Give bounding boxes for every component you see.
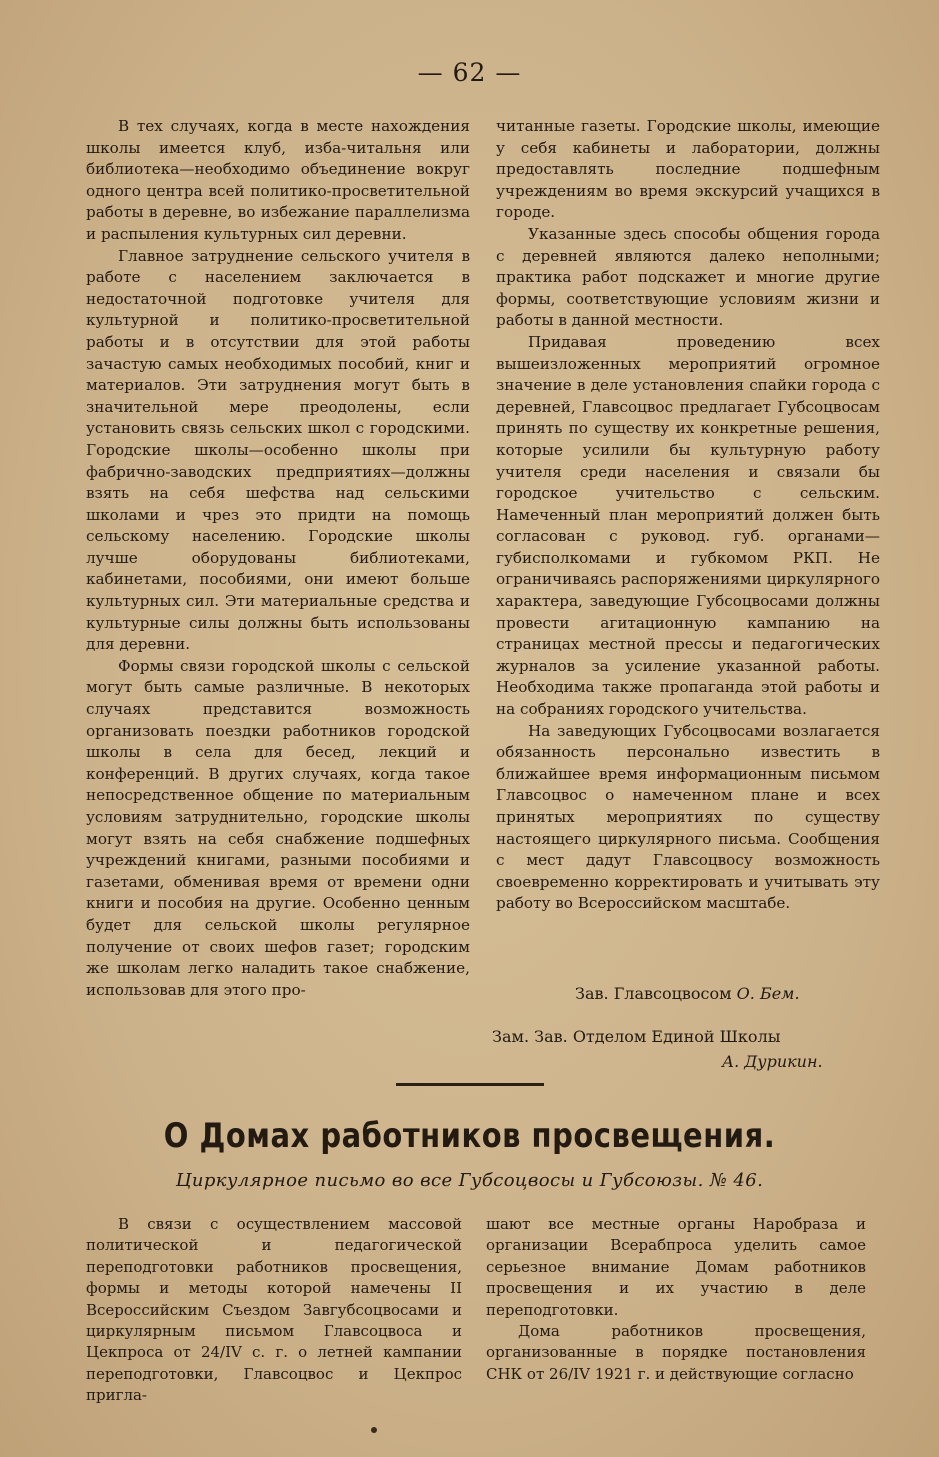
signature-1 [575, 983, 800, 1005]
column-4 [486, 1214, 866, 1385]
paragraph: В связи с осуществлением массовой политической и педагогической переподготовки работников просвещения, формы и методы которой намечены II Всероссийским Съездом Завгубсоцвосами и циркулярным письмом Главсоцвоса и Цекпроса от 24/IV с. г. о летней кампании переподготовки, Главсоцвос и Цекпрос пригла- [86, 1215, 462, 1405]
paragraph: Указанные здесь способы общения города с деревней являются далеко неполными; практика работ подскажет и многие другие формы, соответствующие условиям жизни и работы в данной местности. [496, 224, 880, 330]
ink-dot [371, 1427, 377, 1433]
paragraph: читанные газеты. Городские школы, имеющие у себя кабинеты и лаборатории, должны предоставлять последние подшефным учреждениям во время экскурсий учащихся в городе. [496, 117, 880, 222]
article-subheadline: Циркулярное письмо во все Губсоцвосы и Губсоюзы. № 46. [175, 1170, 764, 1191]
column-3 [86, 1214, 462, 1407]
paragraph: В тех случаях, когда в месте нахождения школы имеется клуб, изба-читальня или библиотека—необходимо объединение вокруг одного центра всей политико-просветительной работы в деревне, во избежание параллелизма и распыления культурных сил деревни. [86, 117, 470, 243]
paragraph: На заведующих Губсоцвосами возлагается обязанность персонально известить в ближайшее время информационным письмом Главсоцвос о намеченном плане и всех принятых мероприятиях по существу настоящего циркулярного письма. Сообщения с мест дадут Главсоцвосу возможность своевременно корректировать и учитывать эту работу во Всероссийском масштабе. [496, 721, 880, 913]
section-divider [396, 1083, 544, 1086]
signature-1-title: Зав. Главсоцвосом [575, 984, 732, 1003]
article-headline: О Домах работников просвещения. [163, 1114, 776, 1156]
signature-2-title: Зам. Зав. Отделом Единой Школы [492, 1027, 781, 1046]
paragraph: Придавая проведению всех вышеизложенных мероприятий огромное значение в деле установления спайки города с деревней, Главсоцвос предлагает Губсоцвосам принять по существу их конкретные решения, которые усилили бы культурную работу учителя среди населения и связали бы городское учительство с сельским. Намеченный план мероприятий должен быть согласован с руковод. губ. органами—губисполкомами и губкомом РКП. Не ограничиваясь распоряжениями циркулярного характера, заведующие Губсоцвосами должны провести агитационную кампанию на страницах местной прессы и педагогических журналов за усиление указанной работы. Необходима также пропаганда этой работы и на собраниях городского учительства. [496, 332, 880, 719]
column-2 [496, 116, 880, 915]
paragraph: Формы связи городской школы с сельской могут быть самые различные. В некоторых случаях представится возможность организовать поездки работников городской школы в села для бесед, лекций и конференций. В других случаях, когда такое непосредственное общение по материальным условиям затруднительно, городские школы могут взять на себя снабжение подшефных учреждений книгами, разными пособиями и газетами, обменивая время от времени одни книги и пособия на другие. Особенно ценным будет для сельской школы регулярное получение от своих шефов газет; городским же школам легко наладить такое снабжение, использовав для этого про- [86, 656, 470, 999]
paragraph: Главное затруднение сельского учителя в работе с населением заключается в недостаточной подготовке учителя для культурной и политико-просветительной работы и в отсутствии для этой работы зачастую самых необходимых пособий, книг и материалов. Эти затруднения могут быть в значительной мере преодолены, если установить связь сельских школ с городскими. Городские школы—особенно школы при фабрично-заводских предприятиях—должны взять на себя шефства над сельскими школами и чрез это придти на помощь сельскому населению. Городские школы лучше оборудованы библиотеками, кабинетами, пособиями, они имеют больше культурных сил. Эти материальные средства и культурные силы должны быть использованы для деревни. [86, 246, 470, 654]
page-number: — 62 — [417, 58, 522, 87]
paragraph: Дома работников просвещения, организованные в порядке постановления СНК от 26/IV 1921 г. и действующие согласно [486, 1322, 866, 1383]
signature-1-name: О. Бем. [736, 984, 800, 1003]
signature-2-name [722, 1051, 823, 1073]
column-1 [86, 116, 470, 1001]
paragraph: шают все местные органы Наробраза и организации Всерабпроса уделить самое серьезное внимание Домам работников просвещения и их участию в деле переподготовки. [486, 1215, 866, 1319]
signature-2-name-text: А. Дурикин. [722, 1052, 823, 1071]
